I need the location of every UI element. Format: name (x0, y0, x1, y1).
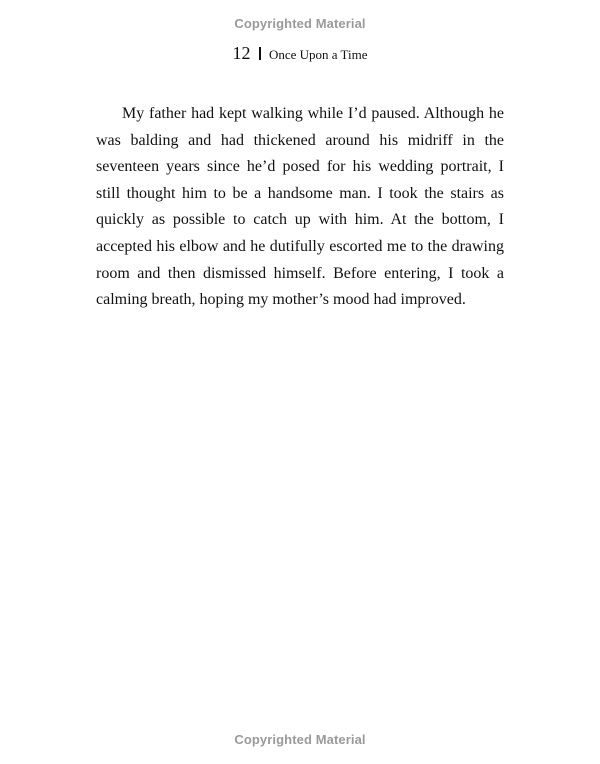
body-paragraph: My father had kept walking while I’d paused. Although he was balding and had thickened around his midriff in the seventeen years since he’d posed for his wedding portrait, I still thought him to be a handsome man. I took the stairs as quickly as possible to catch up with him. At the bottom, I accepted his elbow and he dutifully escorted me to the drawing room and then dismissed himself. Before entering, I took a calming breath, hoping my mother’s mood had improved. (96, 105, 504, 309)
running-head (0, 43, 600, 64)
running-head-title: Once Upon a Time (268, 47, 368, 62)
copyright-watermark-bottom: Copyrighted Material (234, 732, 366, 747)
running-head-separator (259, 47, 261, 60)
page-number: 12 (232, 43, 251, 63)
copyright-watermark-top: Copyrighted Material (234, 16, 366, 31)
